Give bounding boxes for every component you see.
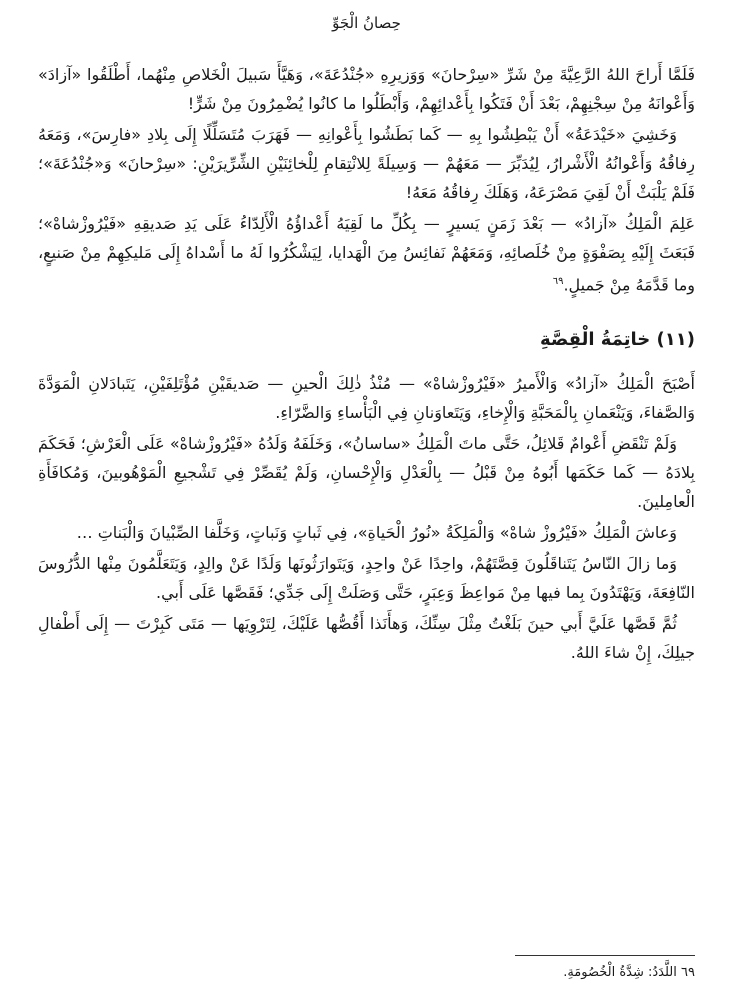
body-text <box>38 60 695 669</box>
paragraph-2: وَخَشِيَ «خَيْدَعَةُ» أَنْ يَبْطِشُوا بِهِ — كَما بَطَشُوا بِأَعْوانِهِ — فَهَرَبَ مُتَسَلِّلًا إِلَى بِلادِ «فارِسَ»، وَمَعَهُ رِفاقُهُ وَأَعْوانُهُ الْأَشْرارُ، لِيُدَبِّرَ — مَعَهُمْ — وَسِيلَةً لِلانْتِقامِ لِلْخائِنَيْنِ الشِّرِّيرَيْنِ: «سِرْحانَ» وَ«جُنْدُعَةَ»؛ فَلَمْ يَلْبَثْ أَنْ لَقِيَ مَصْرَعَهُ، وَهَلَكَ رِفاقُهُ مَعَهُ! <box>38 125 695 202</box>
paragraph-5: وَلَمْ تَنْقَضِ أَعْوامٌ قَلائِلُ، حَتَّى ماتَ الْمَلِكُ «ساسانُ»، وَخَلَفَهُ وَلَدُهُ «فَيْرُوزْشاهْ» عَلَى الْعَرْشِ؛ فَحَكَمَ بِلادَهُ — كَما حَكَمَها أَبُوهُ مِنْ قَبْلُ — بِالْعَدْلِ وَالْإِحْسانِ، وَلَمْ يُقَصِّرْ فِي تَشْجيعِ الْمَوْهُوبينَ، وَمُكافَأَةِ الْعامِلينَ. <box>38 434 695 512</box>
footnote-number: ٦٩ <box>681 965 695 980</box>
paragraph-6: وَعاشَ الْمَلِكُ «فَيْرُوزْ شاهْ» وَالْمَلِكَةُ «نُورُ الْحَياةِ»، فِي ثَباتٍ وَنَباتٍ، وَخَلَّفا الصِّبْيانَ وَالْبَناتِ … <box>76 523 677 543</box>
footnote-marker: ٦٩ <box>552 276 564 287</box>
paragraph-3 <box>38 209 695 299</box>
paragraph-7: وَما زالَ النّاسُ يَتَناقَلُونَ قِصَّتَهُمْ، واحِدًا عَنْ واحِدٍ، وَيَتَوارَثُونَها وَلَدًا عَنْ والِدٍ، وَيَتَعَلَّمُونَ مِنْها الدُّرُوسَ النّافِعَةَ، وَيَهْتَدُونَ بِما فيها مِنْ مَواعِظَ وَعِبَرٍ، حَتَّى وَصَلَتْ إِلَى جَدِّي؛ فَقَصَّها عَلَى أَبي. <box>38 554 695 603</box>
paragraph-4: أَصْبَحَ الْمَلِكُ «آزادُ» وَالْأَميرُ «فَيْرُوزْشاهْ» — مُنْذُ ذٰلِكَ الْحينِ — صَديقَيْنِ مُؤْتَلِفَيْنِ، يَتَبادَلانِ الْمَوَدَّةَ وَالصَّفاءَ، وَيَنْعَمانِ بِالْمَحَبَّةِ وَالْإِخاءِ، وَيَتَعاوَنانِ فِي الْبَأْساءِ وَالضَّرّاءِ. <box>38 374 695 423</box>
footnote-divider <box>515 955 695 956</box>
footnote-text: اللَّدَدُ: شِدَّةُ الْخُصُومَةِ. <box>563 965 677 980</box>
running-head: حِصانُ الْجَوِّ <box>332 14 401 32</box>
paragraph-3-text: عَلِمَ الْمَلِكُ «آزادُ» — بَعْدَ زَمَنٍ يَسيرٍ — بِكُلِّ ما لَقِيَهُ أَعْداؤُهُ الْأَلِدّاءُ عَلَى يَدِ صَديقِهِ «فَيْرُوزْشاهْ»؛ فَبَعَثَ إِلَيْهِ بِصَفْوَةٍ مِنْ خُلَصائِهِ، وَمَعَهُمْ نَفائِسُ مِنَ الْهَدايا، لِيَشْكُرُوا لَهُ ما أَسْداهُ إِلَى مَليكِهِمْ مِنْ صَنيعٍ، وما قَدَّمَهُ مِنْ جَميلٍ. <box>38 214 695 295</box>
paragraph-1: فَلَمَّا أَراحَ اللهُ الرَّعِيَّةَ مِنْ شَرِّ «سِرْحانَ» وَوَزيرِهِ «جُنْدُعَةَ»، وَهَيَّأَ سَبيلَ الْخَلاصِ مِنْهُما، أَطْلَقُوا «آزادَ» وَأَعْوانَهُ مِنْ سِجْنِهِمْ، بَعْدَ أَنْ فَتَكُوا بِأَعْدائِهِمْ، وَأَبْطَلُوا ما كانُوا يُضْمِرُونَ مِنْ شَرٍّ! <box>38 65 695 113</box>
section-heading: (١١) خاتِمَةُ الْقِصَّةِ <box>540 329 695 351</box>
footnote <box>38 962 695 984</box>
paragraph-8: ثُمَّ قَصَّها عَلَيَّ أَبي حينَ بَلَغْتُ مِثْلَ سِنِّكَ، وَهأَنَذا أَقُصُّها عَلَيْكَ، لِتَرْوِيَها — مَتَى كَبِرْتَ — إِلَى أَطْفالِ جيلِكَ، إِنْ شاءَ اللهُ. <box>38 614 695 663</box>
